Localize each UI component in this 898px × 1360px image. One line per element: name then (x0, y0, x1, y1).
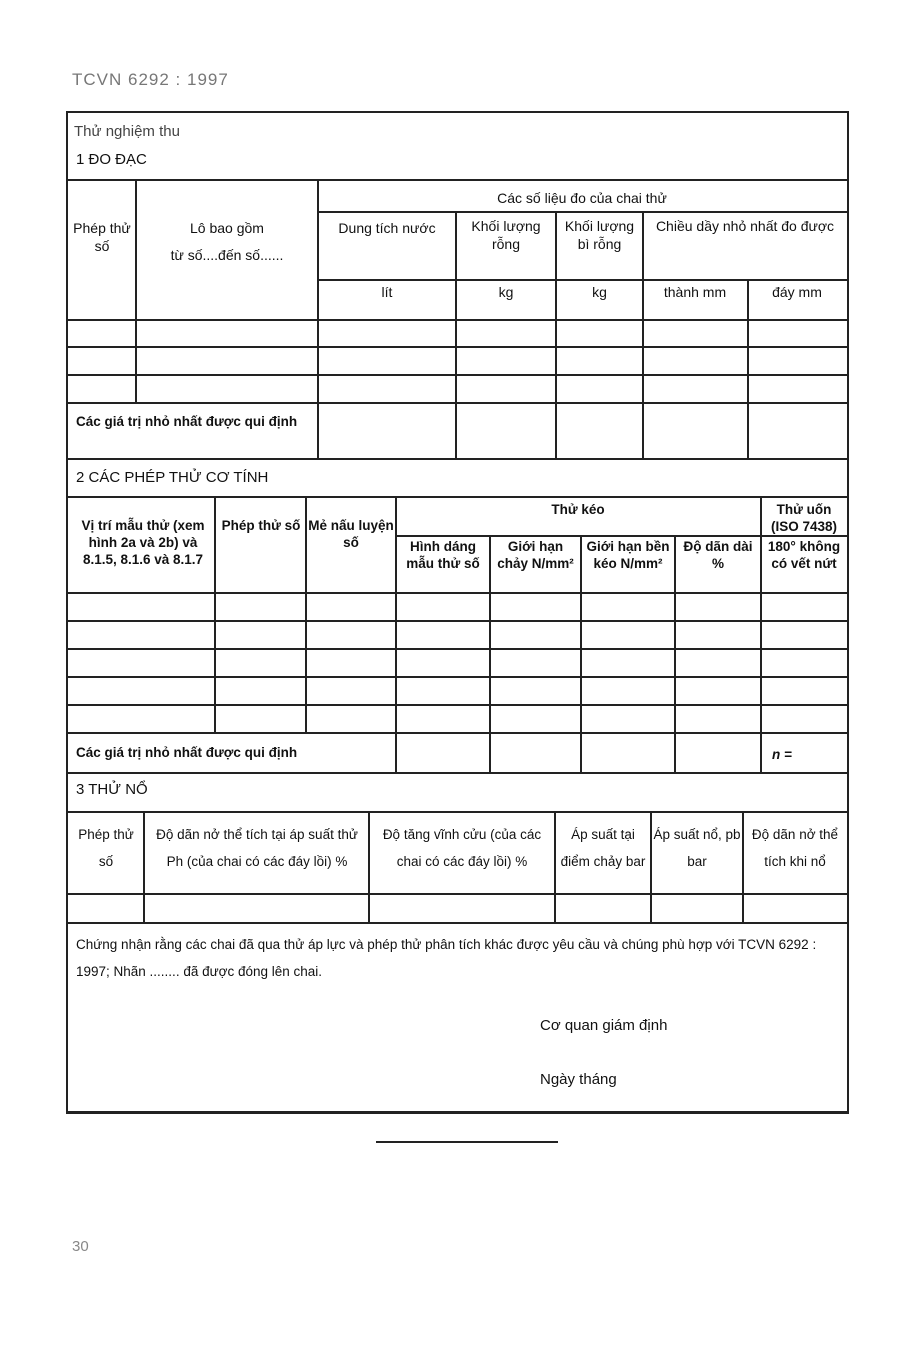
s2-header-bend: 180° không có vết nứt (767, 539, 841, 571)
s1-header-batch-range: từ số....đến số...... (170, 247, 284, 263)
s1-group-header: Các số liệu đo của chai thử (497, 190, 667, 206)
s2-header-yield: Giới hạn chảy N/mm² (497, 539, 574, 571)
s2-min-values-label: Các giá trị nhỏ nhất được qui định (76, 745, 298, 760)
s3-header-test-no: Phép thử số (78, 827, 134, 869)
s3-header-perm-increase: Độ tăng vĩnh cửu (của các chai có các đáy lồi) % (382, 827, 542, 869)
s1-header-empty-mass-b: Khối lượng bì rỗng (564, 218, 635, 252)
s2-header-tensile: Giới hạn bền kéo N/mm² (586, 539, 670, 571)
s1-unit-liter: lít (381, 284, 393, 300)
standard-header: TCVN 6292 : 1997 (72, 70, 229, 89)
acceptance-test-form (66, 111, 849, 1114)
s1-unit-base: đáy mm (772, 284, 822, 300)
s1-unit-kg: kg (498, 284, 514, 300)
form-title: Thử nghiệm thu (74, 123, 180, 140)
inspection-agency: Cơ quan giám định (540, 1017, 668, 1034)
s1-unit-kg: kg (592, 284, 607, 300)
section2-title: 2 CÁC PHÉP THỬ CƠ TÍNH (76, 469, 269, 486)
s1-min-values-label: Các giá trị nhỏ nhất được qui định (76, 414, 298, 429)
s2-group-bend: Thử uốn (ISO 7438) (770, 502, 838, 534)
s1-header-empty-mass: Khối lượng rỗng (471, 218, 541, 252)
s2-n-label: n = (772, 747, 792, 762)
s1-header-test-no: Phép thử số (73, 220, 131, 254)
s3-header-yield-pressure: Áp suất tại điểm chảy bar (560, 827, 646, 869)
section1-title: 1 ĐO ĐẠC (76, 151, 147, 168)
s2-header-test-no: Phép thử số (221, 518, 301, 533)
inspection-date: Ngày tháng (540, 1071, 617, 1088)
s3-header-burst-pressure: Áp suất nổ, pb bar (653, 827, 741, 869)
s1-header-min-thickness: Chiều dầy nhỏ nhất đo được (655, 218, 835, 234)
s1-header-batch: Lô bao gồm (190, 220, 264, 236)
s1-header-water-capacity: Dung tích nước (338, 220, 436, 236)
s2-header-position: Vị trí mẫu thử (xem hình 2a và 2b) và 8.1.5, 8.1.6 và 8.1.7 (81, 518, 205, 567)
s2-header-elongation: Độ dãn dài % (683, 539, 753, 571)
page-number: 30 (72, 1238, 89, 1255)
s2-header-shape: Hình dáng mẫu thử số (406, 539, 480, 571)
section3-title: 3 THỬ NỔ (76, 781, 148, 798)
s3-header-burst-expansion: Độ dãn nở thể tích khi nổ (751, 827, 839, 869)
s3-header-vol-expansion: Độ dãn nở thể tích tại áp suất thử Ph (của chai có các đáy lồi) % (156, 827, 358, 869)
footer-rule (376, 1141, 558, 1143)
s2-group-tensile: Thử kéo (551, 502, 605, 517)
s1-unit-wall: thành mm (663, 284, 727, 300)
certification-text: Chứng nhận rằng các chai đã qua thử áp lực và phép thử phân tích khác được yêu cầu và chúng phù hợp với TCVN 6292 : 1997; Nhãn ........ đã được đóng lên chai. (76, 937, 817, 979)
s2-header-heat-no: Mẻ nấu luyện số (308, 518, 394, 550)
